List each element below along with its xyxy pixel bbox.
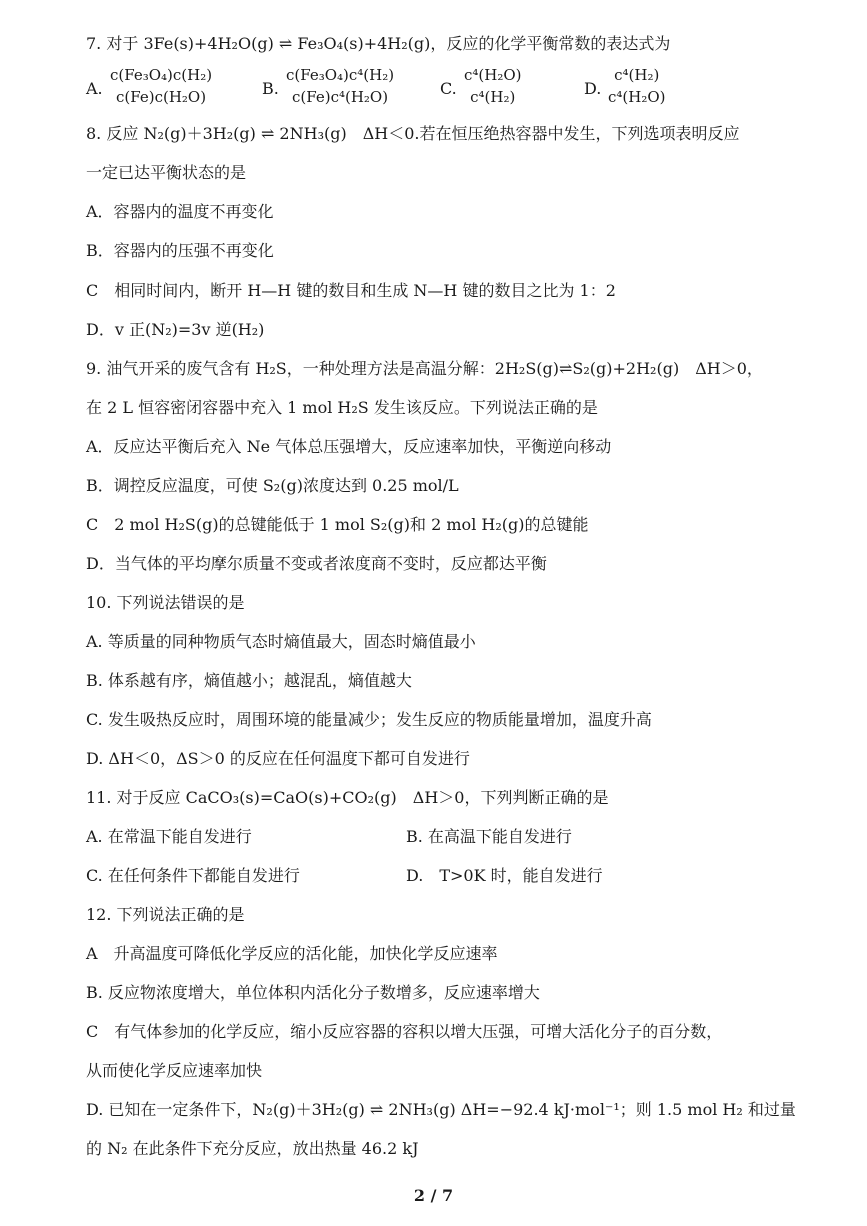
q8-option-a: A．容器内的温度不再变化 xyxy=(86,202,274,221)
q7-option-b-label: B. xyxy=(262,79,279,98)
q9-stem-line-2: 在 2 L 恒容密闭容器中充入 1 mol H₂S 发生该反应。下列说法正确的是 xyxy=(86,398,598,417)
q11-option-a: A. 在常温下能自发进行 xyxy=(86,827,252,846)
q11-stem: 11. 对于反应 CaCO₃(s)=CaO(s)+CO₂(g) ΔH＞0，下列判断正确的是 xyxy=(86,788,609,807)
page-number: 2 / 7 xyxy=(413,1186,454,1205)
q7-options xyxy=(86,64,806,116)
q7-stem: 7. 对于 3Fe(s)+4H₂O(g) ⇌ Fe₃O₄(s)+4H₂(g)，反应的化学平衡常数的表达式为 xyxy=(86,34,671,53)
q11-option-c: C. 在任何条件下都能自发进行 xyxy=(86,866,300,885)
q8-option-b: B．容器内的压强不再变化 xyxy=(86,241,274,260)
q7-option-b-numerator: c(Fe₃O₄)c⁴(H₂) xyxy=(286,66,395,84)
q11-option-d: D. T>0K 时，能自发进行 xyxy=(406,866,603,885)
q7-option-c-numerator: c⁴(H₂O) xyxy=(464,66,522,84)
q11-option-b: B. 在高温下能自发进行 xyxy=(406,827,572,846)
q9-option-c: C 2 mol H₂S(g)的总键能低于 1 mol S₂(g)和 2 mol H₂(g)的总键能 xyxy=(86,515,589,534)
q7-option-c-label: C. xyxy=(440,79,457,98)
q12-option-c-line-1: C 有气体参加的化学反应，缩小反应容器的容积以增大压强，可增大活化分子的百分数， xyxy=(86,1022,723,1041)
q7-option-a-label: A. xyxy=(86,79,103,98)
q9-option-d: D．当气体的平均摩尔质量不变或者浓度商不变时，反应都达平衡 xyxy=(86,554,547,573)
q11-options-row-1 xyxy=(86,826,806,848)
q10-option-d: D. ΔH＜0，ΔS＞0 的反应在任何温度下都可自发进行 xyxy=(86,749,470,768)
q12-option-b: B. 反应物浓度增大，单位体积内活化分子数增多，反应速率增大 xyxy=(86,983,540,1002)
q7-option-d-denominator: c⁴(H₂O) xyxy=(608,88,666,106)
q8-option-d: D．v 正(N₂)=3v 逆(H₂) xyxy=(86,320,265,339)
q7-option-a-numerator: c(Fe₃O₄)c(H₂) xyxy=(110,66,213,84)
q7-option-b-fraction xyxy=(284,64,396,108)
q7-option-a-denominator: c(Fe)c(H₂O) xyxy=(116,88,207,106)
q10-option-b: B. 体系越有序，熵值越小；越混乱，熵值越大 xyxy=(86,671,412,690)
q8-stem-line-2: 一定已达平衡状态的是 xyxy=(86,163,247,182)
q12-option-d-line-2: 的 N₂ 在此条件下充分反应，放出热量 46.2 kJ xyxy=(86,1139,419,1158)
q12-stem: 12. 下列说法正确的是 xyxy=(86,905,245,924)
q7-option-a-fraction xyxy=(108,64,214,108)
q7-option-d-label: D. xyxy=(584,79,602,98)
q7-option-c-fraction xyxy=(462,64,524,108)
q8-stem-line-1: 8. 反应 N₂(g)＋3H₂(g) ⇌ 2NH₃(g) ΔH＜0.若在恒压绝热容器中发生，下列选项表明反应 xyxy=(86,124,740,143)
q7-option-c-denominator: c⁴(H₂) xyxy=(470,88,516,106)
q10-stem: 10. 下列说法错误的是 xyxy=(86,593,245,612)
q10-option-c: C. 发生吸热反应时，周围环境的能量减少；发生反应的物质能量增加，温度升高 xyxy=(86,710,652,729)
q8-option-c: C 相同时间内，断开 H—H 键的数目和生成 N—H 键的数目之比为 1：2 xyxy=(86,281,616,300)
q9-option-b: B．调控反应温度，可使 S₂(g)浓度达到 0.25 mol/L xyxy=(86,476,459,495)
q12-option-d-line-1: D. 已知在一定条件下，N₂(g)＋3H₂(g) ⇌ 2NH₃(g) ΔH=−92.4 kJ·mol⁻¹；则 1.5 mol H₂ 和过量 xyxy=(86,1100,796,1119)
q12-option-a: A 升高温度可降低化学反应的活化能，加快化学反应速率 xyxy=(86,944,498,963)
q10-option-a: A. 等质量的同种物质气态时熵值最大，固态时熵值最小 xyxy=(86,632,476,651)
q12-option-c-line-2: 从而使化学反应速率加快 xyxy=(86,1061,263,1080)
q7-option-b-denominator: c(Fe)c⁴(H₂O) xyxy=(292,88,389,106)
q7-option-d-numerator: c⁴(H₂) xyxy=(614,66,660,84)
q11-options-row-2 xyxy=(86,865,806,887)
q7-option-d-fraction xyxy=(606,64,668,108)
q9-stem-line-1: 9. 油气开采的废气含有 H₂S，一种处理方法是高温分解：2H₂S(g)⇌S₂(g)+2H₂(g) ΔH＞0， xyxy=(86,359,763,378)
q9-option-a: A．反应达平衡后充入 Ne 气体总压强增大，反应速率加快，平衡逆向移动 xyxy=(86,437,612,456)
